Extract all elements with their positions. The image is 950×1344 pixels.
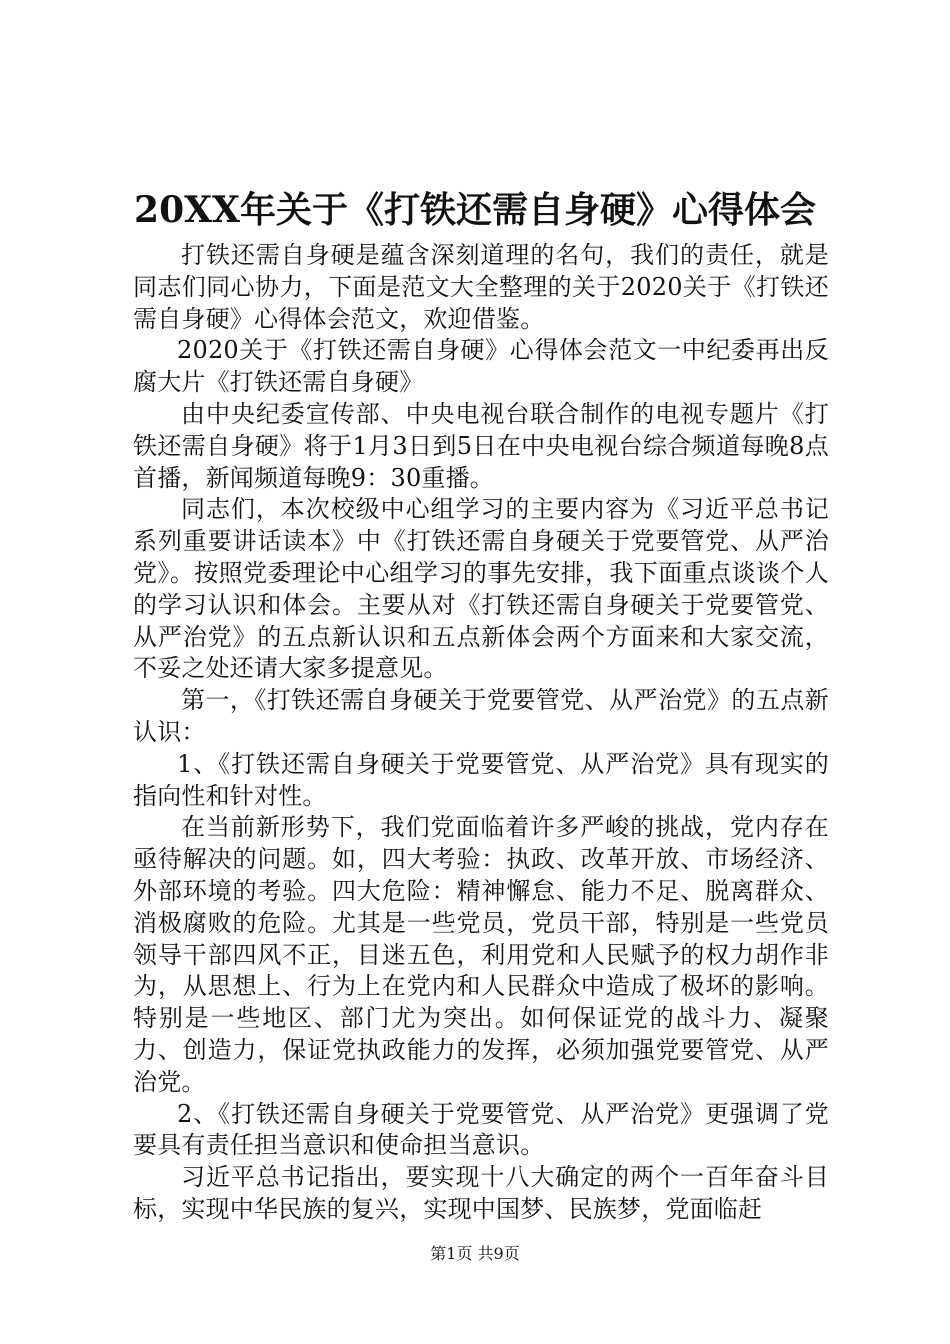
page-number: 第1页 共9页 — [430, 1244, 520, 1263]
paragraph-xi: 习近平总书记指出，要实现十八大确定的两个一百年奋斗目标，实现中华民族的复兴，实现中国梦、民族梦，党面临赶 — [133, 1163, 829, 1223]
paragraph-point-2: 2、《打铁还需自身硬关于党要管党、从严治党》更强调了党要具有责任担当意识和使命担当意识。 — [133, 1099, 829, 1160]
document-title: 20XX年关于《打铁还需自身硬》心得体会 — [134, 189, 816, 231]
paragraph-broadcast: 由中央纪委宣传部、中央电视台联合制作的电视专题片《打铁还需自身硬》将于1月3日到5日在中央电视台综合频道每晚8点首播，新闻频道每晚9：30重播。 — [133, 399, 829, 492]
paragraph-study: 同志们，本次校级中心组学习的主要内容为《习近平总书记系列重要讲话读本》中《打铁还需自身硬关于党要管党、从严治党》。按照党委理论中心组学习的事先安排，我下面重点谈谈个人的学习认识和体会。主要从对《打铁还需自身硬关于党要管党、从严治党》的五点新认识和五点新体会两个方面来和大家交流，不妥之处还请大家多提意见。 — [133, 495, 829, 683]
paragraph-intro: 打铁还需自身硬是蕴含深刻道理的名句，我们的责任，就是同志们同心协力，下面是范文大全整理的关于2020关于《打铁还需自身硬》心得体会范文，欢迎借鉴。 — [133, 241, 829, 333]
paragraph-heading-1: 2020关于《打铁还需自身硬》心得体会范文一中纪委再出反腐大片《打铁还需自身硬》 — [133, 336, 829, 397]
document-body — [133, 240, 829, 1226]
paragraph-first: 第一，《打铁还需自身硬关于党要管党、从严治党》的五点新认识： — [133, 686, 829, 746]
paragraph-situation: 在当前新形势下，我们党面临着许多严峻的挑战，党内存在亟待解决的问题。如，四大考验：执政、改革开放、市场经济、外部环境的考验。四大危险：精神懈怠、能力不足、脱离群众、消极腐败的危险。尤其是一些党员，党员干部，特别是一些党员领导干部四风不正，目迷五色，利用党和人民赋予的权力胡作非为，从思想上、行为上在党内和人民群众中造成了极坏的影响。特别是一些地区、部门尤为突出。如何保证党的战斗力、凝聚力、创造力，保证党执政能力的发挥，必须加强党要管党、从严治党。 — [133, 813, 829, 1096]
paragraph-point-1: 1、《打铁还需自身硬关于党要管党、从严治党》具有现实的指向性和针对性。 — [133, 749, 829, 810]
